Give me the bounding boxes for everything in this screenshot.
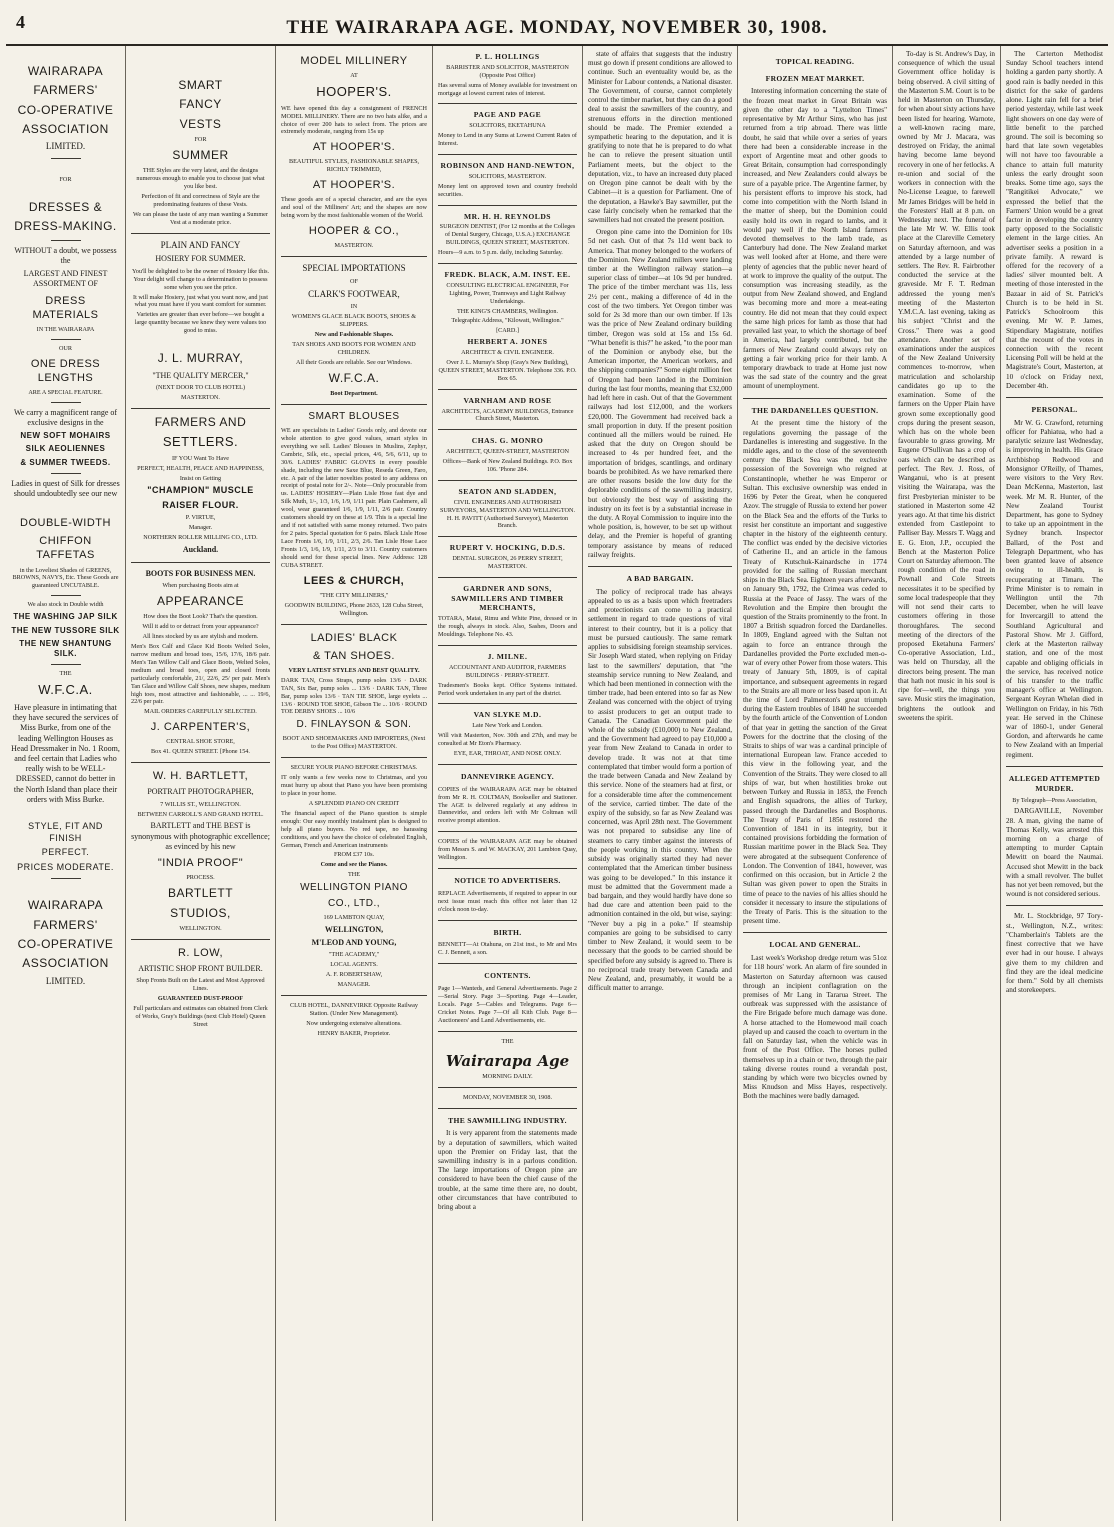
ad-text: Varieties are greater than ever before—we bought a large quantity because we knew they were values too good to miss. — [134, 311, 267, 335]
ad-text: New and Fashionable Shapes. — [314, 331, 394, 339]
contents-heading: CONTENTS. — [484, 971, 531, 981]
card-text: ARCHITECTS, ACADEMY BUILDINGS, Entrance Church Street, Masterton. — [441, 407, 574, 423]
ad-text: LOCAL AGENTS. — [330, 961, 378, 969]
card-text: Will visit Masterton, Nov. 30th and 27th, and may be consulted at Mr Eton's Pharmacy. — [438, 732, 577, 748]
ad-text: It will make Hosiery, just what you want now, and just what you must have if you want comfort for summer. — [133, 293, 268, 309]
ad-text: Will it add to or detract from your appearance? — [142, 623, 259, 630]
ad-text: THE — [59, 670, 72, 678]
card-name: MR. H. H. REYNOLDS — [463, 211, 552, 221]
column-3-ads — [276, 46, 433, 1521]
contents-list: Page 1—Wanteds, and General Advertisements. Page 2—Serial Story. Page 3—Sporting. Page 4—Leader, Locals. Page 5—Cables and Telegrams. Page 6—Cricket Notes. Page 7—Of all Kith Club. Page 8—Auctioneers' and Land Advertisements, etc. — [438, 984, 577, 1024]
ad-text: These goods are of a special character, and are the eyes and soul of the Milliners' Art; and the shapes are now being worn by the most fashionable women of the World. — [281, 196, 427, 220]
ad-text: in the Loveliest Shades of GREENS, BROWNS, NAVYS, Etc. These Goods are guaranteed UNCUTABLE. — [12, 566, 119, 590]
card-text: TOTARA, Matai, Rimu and White Pine, dressed or in the rough, always in stock. Also, Sashes, Doors and Mouldings. Telephone No. 43. — [438, 615, 577, 639]
card-text: EYE, EAR, THROAT, AND NOSE ONLY. — [453, 749, 562, 757]
notice-text: BENNETT—At Otahuna, on 21st inst., to Mr and Mrs C. J. Bennett, a son. — [438, 941, 577, 957]
columns — [6, 46, 1108, 1521]
masthead-the: THE — [501, 1037, 514, 1045]
notice-text: COPIES of the WAIRARAPA AGE may be obtained from Mr R. H. COLTMAN, Bookseller and Stationer. The AGE is delivered regularly at any address in Dannevirke, and orders left with Mr Coltman will receive prompt attention. — [438, 785, 577, 825]
ad-heading: THE NEW TUSSORE SILK — [11, 625, 120, 635]
ad-text: BETWEEN CARROLL'S AND GRAND HOTEL. — [137, 810, 264, 818]
ad-heading: CO., LTD., — [327, 898, 381, 910]
ad-heading: "INDIA PROOF" — [157, 857, 244, 870]
ad-text: WE are specialists in Ladies' Goods only, and devote our whole attention to give good values, smart styles in everything we sell. Ladies' Blouses in Muslins, Zephyr, Cambric, Silk, etc., special prices, 4/6, 5/6, 6/11, up to 30/6. LADIES' FABRIC GLOVES in every possible shade, including the new Saxe Blue, Reseda Green, Faro, etc. A pair of the latter novelties posted to any address on receipt of postal note for 2/-. Note—Only procurable from us. LADIES' HOSIERY—Plain Lisle Hose fast dye and Silk Muth, 1/-, 1/3, 1/6, 1/9, 1/11 pair. Plain Cashmere, all wool, wear guaranteed 1/6, 1/9, 1/11, 2/6 pair. Country customers should try on these at 1/9. This is a special line and if not satisfied with same money returned. Two pairs for 2 pairs. Special quotation for 6 pairs. Black Lisle Hose Lace Fronts 1/6, 1/9, 1/11, 2/3, 2/6. Tan Lisle Hose Lace Fronts 1/3, 1/6, 1/9, 1/11, 2/3 to 3/11. Country customers should send for these special lines. New Address: 128 CUBA STREET. — [281, 426, 427, 569]
ad-text: Shop Fronts Built on the Latest and Most Approved Lines. — [136, 977, 265, 993]
article-text: Interesting information concerning the state of the frozen meat market in Great Britain was given the other day to a "Lyttelton Times" representative by Mr Arthur Sims, who has just returned from a trip abroad. There was little doubt, he said that while over a series of years there had been a considerable increase in the export of Argentine meat and other goods to Great Britain, consumption had correspondingly increased, and New Zealanders could always be sure of a payable price. The Argentine farmer, by his persistent efforts to improve his stock, had come into competition with the North Island in the matter of sheep, but the Dominion could easily hold its own in regard to lambs, and it would pay well if the North Island farmers devoted themselves to the lamb trade, as Canterbury had done. The New Zealand market was well looked after at Home, and there were plenty of agencies that the public never heard of at work to improve the quality of the output. The consumption was increasing steadily, as the output from New Zealand showed, and England was becoming more and more a meat-eating country. He did not mean that they could expect the same high prices for lamb as those that had prevailed last year, to which the shortage of beef in America, had largely contributed, but the farmers of New Zealand could always rely on getting a fair working price for their lamb. A temporary drawback to trade at Home just now was the sad state of the country and the great amount of unemployment. — [743, 87, 887, 391]
ad-text: WE have opened this day a consignment of FRENCH MODEL MILLINERY. There are no two hats alike, and a choice of over 200 hats to select from. The prices are extremely moderate, ranging from 15s up — [281, 104, 427, 136]
card-text: THE KING'S CHAMBERS, Wellington. — [456, 307, 559, 315]
notice-heading: NOTICE TO ADVERTISERS. — [454, 876, 561, 886]
ad-text: How does the Boot Look? That's the question. — [143, 613, 258, 621]
ad-text: VERY LATEST STYLES AND BEST QUALITY. — [288, 666, 420, 674]
local-notes-text: The Carterton Methodist Sunday School teachers intend holding a garden party shortly. A good rain is badly needed in this district for the sake of gardens alone. Light rain fell for a brief period yesterday, while last week light showers on one day were of little benefit to the parched ground. The soil is becoming so hard that late sown vegetables will not have too favourable a chance to attain full maturity unless the early drought soon breaks. Some time ago, says the "Rangitikei Advocate," we expressed the belief that the Farmers' Union would be a great factor in developing the country party opposed to the Socialistic element in the large cities. An advertiser seeks a position in a private family. A reward is offered for the recovery of a ladies' silver mounted belt. A meeting of those interested in the Bazaar in aid of St. Patrick's Church is to be held in St. Patrick's Schoolroom this evening. Mr W. P. James, Stipendiary Magistrate, notifies that the recount of the votes in connection with the recent Licensing Poll will be held at the Magistrate's Court, Masterton, at 10 o'clock on Friday next, December 4th. — [1006, 50, 1103, 390]
card-text: Offices—Bank of New Zealand Buildings. P.O. Box 106. 'Phone 284. — [442, 458, 573, 473]
editorial-text: Oregon pine came into the Dominion for 10s 5d net cash. Out of that 7s 11d went back to America. That money belonged to the workers of the Dominion. New Zealand millers were landing timber at the Wellington railway station—a superior class of timber—at 10s 9d per hundred. The price of the timber merchant was 11s, less 2½ per cent., making a difference of 4d in the cost of the two timbers. Yet Oregon timber was sold for 2s 3d more than our own timber. If 13s was the price of New Zealand ordinary building timber, Oregon was sold at 15s and 15s 6d. "What benefit is this?" he asked, "to the poor man of the Dominion or anybody else, but the American importer, the American workers, and the shipping companies?" Some eight million feet of Oregon had been landed in the Dominion during the last four months, meaning that £32,000 had left here in cash. Out of that the Government railways had lost £12,000, and the workers £20,000. The Government had received back a small proportion in duty. If the present position continued all the millers would be ruined. He asked that the duty on Oregon should be increased to 4s per hundred feet, and the importation of bridges, scantlings, and ordinary boards be prohibited. As we have remarked there are other reasons beside the low duty for the deplorable conditions of the sawmilling industry, but obviously the best way of assisting the industry on its feet is by a substantial increase in the duty. A Royal Commission to inquire into the whole position, is, however, to be set up without delay, and the Premier is hopeful of granting temporary assistance by means of reduced railway freights. — [588, 228, 732, 559]
article-text: Last week's Workshop dredge return was 51oz for 118 hours' work. An alarm of fire sounded in Masterton on Saturday afternoon was caused through an incipient conflagration on the premises of Mr Lang in Tararua Street. The outbreak was suppressed with the assistance of the Fire Brigade before much damage was done. A horse attached to the Homewood mail coach played up and caused the coach to overturn in the fall on Saturday last, when the vehicle was in front of the Post Office. The horses pulled themselves up in a chain or two, through the pair taking diverse routes round a verandah post, standing by which were two bicycles owned by Miss Knudson and Miss Hayes, respectively. Both the machines were badly damaged. — [743, 954, 887, 1101]
article-heading: THE DARDANELLES QUESTION. — [751, 405, 879, 415]
telegraph-line: By Telegraph—Press Association, — [1012, 797, 1097, 805]
ad-org-line: ASSOCIATION — [22, 956, 109, 971]
ad-text: Manager. — [188, 524, 213, 532]
ad-text: MASTERTON. — [334, 242, 374, 250]
ad-text: SECURE YOUR PIANO BEFORE CHRISTMAS. — [290, 764, 418, 772]
ad-heading: STYLE, FIT AND FINISH — [28, 821, 103, 843]
ad-text: THE Styles are the very latest, and the designs numerous enough to enable you to choose just what you like best. — [136, 167, 265, 191]
ad-heading: AT HOOPER'S. — [312, 179, 396, 192]
ad-heading: BARTLETT — [167, 886, 234, 901]
ad-text: WITHOUT a doubt, we possess the — [14, 245, 117, 265]
ad-text: MANAGER. — [337, 981, 371, 989]
editorial-heading: A BAD BARGAIN. — [626, 574, 694, 584]
ad-heading: PERFECT. — [41, 847, 90, 858]
ad-text: GOODWIN BUILDING, Phone 2633, 128 Cuba Street, Wellington. — [284, 601, 424, 617]
ad-text: "THE CITY MILLINERS," — [319, 591, 389, 599]
ad-text: FOR — [194, 136, 207, 144]
editorial-heading: THE SAWMILLING INDUSTRY. — [448, 1115, 567, 1125]
ad-heading: HOOPER & CO., — [308, 225, 400, 238]
ad-heading: SETTLERS. — [162, 434, 239, 450]
ad-heading: FANCY — [179, 97, 222, 112]
card-text: Late New York and London. — [472, 722, 543, 730]
card-name: GARDNER AND SONS, SAWMILLERS AND TIMBER MERCHANTS, — [451, 584, 564, 613]
ad-heading: DRESSES & — [28, 199, 103, 214]
ad-text: MAIL ORDERS CAREFULLY SELECTED. — [144, 708, 257, 716]
page-number: 4 — [16, 12, 25, 32]
ad-text: IN THE WAIRARAPA — [36, 325, 95, 333]
ad-text: "THE QUALITY MERCER," — [152, 370, 249, 380]
ad-heading: PLAIN AND FANCY — [160, 239, 241, 250]
ad-text: WELLINGTON, — [324, 924, 384, 934]
column-1-wfca-ad — [6, 46, 126, 1521]
ad-text: PROCESS. — [186, 874, 215, 882]
ad-text: IT only wants a few weeks now to Christmas, and you must hurry up about that Piano you have been promising to place in your home. — [281, 774, 427, 797]
ad-text: NORTHERN ROLLER MILLING CO., LTD. — [143, 534, 258, 542]
card-text: Hours—9 a.m. to 5 p.m. daily, including Saturday. — [438, 249, 563, 257]
column-4-cards-editorial — [433, 46, 583, 1521]
ad-heading: W.F.C.A. — [328, 370, 380, 385]
card-text: Tradesmen's Books kept. Office Systems initiated. Period work undertaken in any part of the district. — [438, 681, 577, 697]
ad-heading: DRESS MATERIALS — [32, 294, 99, 321]
paper-nameplate: Wairarapa Age — [445, 1051, 570, 1070]
ad-org-line: ASSOCIATION — [22, 122, 109, 137]
editorial-text: The policy of reciprocal trade has always appealed to us as a basis upon which freetraders and protectionists can come to a practical settlement in regard to trade questions of vital interest to their country, but it is a policy that must be pursued cautiously. The same remark applies to subsidising foreign steamship services. Sir Joseph Ward stated, when replying on Friday last to the sawmillers' deputation, that "the steamship service running to New Zealand, and which had been mentioned in connection with the timber trade, had been entered into so far as New Zealand was concerned with the object of trying to assist producers to get an output trade to Canada. The Canadian Government paid the whole of the subsidy (£10,000) to New Zealand, and the Government had agreed to pay £10,000 a year from New Zealand to Canada in order to develop trade. It was not at that time contemplated that timber would form a portion of the trade between Canada and New Zealand by this service. None of the steamers had at first, or for a considerable time after the commencement of the service, carried timber. The date of the expiry of the subsidy, so far as New Zealand was concerned, was April 28th next. The Government was not prepared to subsidise any line of steamers to carry timber against the interests of the people working in this country. When the subsidy was originally started they had never contemplated that the American timber business was going to be developed." In this instance it must be admitted that the Government made a bad bargain, and they would hardly have done so had due care and attention been paid to the admonition contained in the old, but wise, saying: "Never buy a pig in a poke." If steamship companies are going to be subsidised to carry timber to New Zealand, it would seem to be necessary that the goods to be carried should be specified before any subsidy is agreed to. There is no reciprocal trade treaty between Canada and New Zealand, and, presumably, it would be a difficult matter to arrange. — [588, 587, 732, 993]
card-name: RUPERT V. HOCKING, D.D.S. — [449, 543, 566, 553]
ad-text: WELLINGTON. — [179, 924, 222, 932]
card-text: SOLICITORS, MASTERTON. — [468, 172, 547, 180]
ad-heading: THE WASHING JAP SILK — [13, 612, 118, 622]
ad-org-line: LIMITED. — [45, 141, 86, 152]
ad-text: You'll be delighted to be the owner of Hosiery like this. Your delight will change to a determination to possess some when you see the price. — [131, 267, 270, 291]
ad-heading: MODEL MILLINERY — [300, 55, 408, 67]
column-6-topical — [738, 46, 893, 1521]
card-text: ARCHITECT & CIVIL ENGINEER. — [461, 349, 554, 357]
editorial-text: state of affairs that suggests that the industry must go down if present conditions are allowed to continue. Such an eventuality would be, as the Minister for Labour contends, a National disaster. The Government, of course, cannot completely control the timber market, but they can do a good deal to assist the sawmillers of the country, and strenuous efforts in the direction mentioned should be made. The Premier extended a sympathetic hearing to the deputation, and it is gratifying to note that he is prepared to do what he can to relieve the present situation until Parliament meets, but the object to the deputation, viz., to have an increased duty placed on Oregon pine cannot be dealt with by the Cabinet—it is a question for Parliament. One of the deputation, a Hawke's Bay sawmiller, put the case fairly concisely when he remarked that the sawmillers had not created the present position. — [588, 50, 732, 224]
ad-text: IF YOU Want To Have — [171, 454, 230, 462]
ad-heading: D. FINLAYSON & SON. — [296, 719, 412, 731]
ad-text: GUARANTEED DUST-PROOF — [157, 995, 244, 1003]
ad-heading: WELLINGTON PIANO — [300, 882, 408, 894]
ad-text: OUR — [58, 344, 73, 352]
card-name: P. L. HOLLINGS — [475, 52, 540, 61]
ad-heading: W. H. BARTLETT, — [152, 770, 249, 783]
ad-heading: LADIES' BLACK — [310, 631, 398, 644]
ad-heading: & SUMMER TWEEDS. — [20, 457, 111, 467]
section-heading: LOCAL AND GENERAL. — [769, 940, 861, 950]
ad-heading: SUMMER — [172, 148, 229, 163]
issue-date: MONDAY, NOVEMBER 30, 1908. — [462, 1093, 553, 1101]
ad-heading: "CHAMPION" MUSCLE — [147, 485, 254, 496]
card-text: CONSULTING ELECTRICAL ENGINEER, For Lighting, Power, Tramways and Light Railway Undertakings. — [446, 281, 569, 305]
ad-org-line: FARMERS' — [33, 917, 98, 932]
ad-text: TAN SHOES AND BOOTS FOR WOMEN AND CHILDREN. — [292, 340, 416, 356]
personal-text: Mr W. G. Crawford, returning officer for Pahiatua, who had a paralytic seizure last Wednesday, is improving in health. His Grace Archbishop Redwood and Monsignor O'Reilly, of Thames, were visitors to the Very Rev. Dean McKenna, Masterton, last week. Mr M. R. Hunter, of the New Zealand Tourist Department, has gone to Sydney to take up an appointment in the Sydney branch. Inspector Ballard, of the Post and Telegraph Department, who has been granted leave of absence owing to ill-health, is recuperating at Timaru. The Prime Minister is to remain in Wellington until the 7th December, when he will leave for Invercargill to attend the Southland Agricultural and Pastoral Show. Mr J. Gifford, clerk at the Masterton railway station, and one of the most capable and obliging officials in the service, has received notice of his transfer to the traffic manager's office at Wellington. Sergeant Keyran Whelan died in Wellington on Friday, in his 76th year. He served in the Chinese war of 1860-1, under General Gordon, and afterwards he came to New Zealand with an Imperial regiment. — [1006, 418, 1103, 759]
card-label: [CARD.] — [496, 327, 519, 335]
ad-text: Box 41. QUEEN STREET. [Phone 154. — [151, 748, 250, 756]
masthead-subtitle: MORNING DAILY. — [482, 1072, 533, 1080]
ad-heading: W.F.C.A. — [38, 682, 93, 698]
card-text: BARRISTER AND SOLICITOR, MASTERTON (Opposite Post Office) — [446, 63, 569, 79]
ad-heading: DRESS-MAKING. — [14, 219, 117, 234]
card-text: SOLICITORS, EKETAHUNA — [469, 122, 546, 130]
ad-text: Now undergoing extensive alterations. — [306, 1019, 402, 1027]
card-text: ARCHITECT, QUEEN-STREET, MASTERTON — [445, 448, 570, 456]
ad-text: 7 WILLIS ST., WELLINGTON. — [160, 800, 241, 808]
ad-heading: APPEARANCE — [156, 593, 245, 608]
section-heading: TOPICAL READING. — [775, 57, 855, 66]
ad-heading: SMART BLOUSES — [308, 411, 400, 423]
notice-text: REPLACE Advertisements, if required to appear in our next issue must reach this office not later than 12 o'clock noon to-day. — [438, 889, 577, 913]
ad-text: ARTISTIC SHOP FRONT BUILDER. — [138, 963, 263, 973]
article-heading: FROZEN MEAT MARKET. — [765, 73, 865, 83]
ad-org-line: WAIRARAPA — [27, 64, 104, 78]
ad-text: PERFECT, HEALTH, PEACE AND HAPPINESS, — [137, 464, 264, 472]
ad-text: P. VIRTUE, — [185, 514, 216, 522]
article-text: DARGAVILLE, November 28. A man, giving the name of Thomas Kelly, was arrested this morning on a charge of attempting to murder Captain Mewitt on board the Naumai. Accused shot Mewitt in the back with a small revolver. The bullet has not yet been removed, but the wound is not considered serious. — [1006, 807, 1103, 899]
ad-text: Boot Department. — [330, 390, 378, 398]
card-text: Money lent on approved town and country freehold securities. — [438, 182, 577, 198]
ad-heading: AT HOOPER'S. — [312, 141, 396, 154]
local-notes-text: To-day is St. Andrew's Day, in consequence of which the usual Government office holiday is being observed. A civil sitting of the Masterton S.M. Court is to be held in Masterton on Thursday, for when about sixty actions have been listed for hearing. Warnote, a well-known racing mare, owned by Mr J. Macara, was destroyed on Friday, the animal having become lame beyond recovery in one of her fetlocks. A re-union and social of the workers in connection with the No-License League, to farewell Mr James Bridges will be held in the Foresters' Hall at 8 p.m. on Wednesday next. The funeral of the late Mr W. W. Ellis took place at the Clareville Cemetery on Saturday afternoon, and was attended by a large number of settlers. The Rev. R. Fairbrother conducted the service at the graveside. Mr F. T. Redman addressed the young men's meeting of the Masterton Y.M.C.A. last evening, taking as his subject "Christ and the Cross." There was a good attendance. Another set of examinations under the auspices of the New Zealand University commences to-morrow, when matriculation and scholarship candidates go up to the examination. Some of the farmers on the Upper Plain have grown some exceptionally good crops during the present season, which has on the whole been favourable to grass growing. Mr Eugene O'Sullivan has a crop of oats which can be described as perfect. The Rev. J. Ross, of Wanganui, who is at present visiting the Wairarapa, was the first Presbyterian minister to be stationed in Masterton some 42 years ago. At that time his district extended from Castlepoint to Palliser Bay. Messrs T. Wagg and E. G. Eton, J.P., occupied the Bench at the Masterton Police Court on Saturday afternoon. The rough condition of the road in Pownall and Cole Streets necessitates it to be specified by some local tradespeople that they will not send their carts to customers offering in those thoroughfares. The second meeting of the directors of the proposed Eketahuna Farmers' Co-operative Association, Ltd., was held on Thursday, all the directors being present. The man that hath not music in his soul is ripe for—well, the things you save. Music stirs the imagination, brightens the outlook and sweetens the spirit. — [898, 50, 995, 722]
ad-org-line: CO-OPERATIVE — [17, 102, 114, 117]
ad-heading: HOOPER'S. — [316, 84, 392, 100]
ad-heading: DOUBLE-WIDTH — [20, 517, 111, 530]
column-2-ads — [126, 46, 276, 1521]
ad-text: MASTERTON. — [181, 393, 220, 401]
ad-text: We can please the taste of any man wanting a Summer Vest at a moderate price. — [133, 211, 268, 226]
ad-heading: CLARK'S FOOTWEAR, — [308, 288, 400, 299]
ad-text: Come and see the Pianos. — [320, 861, 388, 869]
ad-text: PORTRAIT PHOTOGRAPHER, — [147, 787, 254, 797]
ad-org-line: FARMERS' — [33, 83, 98, 98]
card-name: VAN SLYKE M.D. — [473, 710, 542, 720]
card-text: Has several sums of Money available for investment on mortgage at lowest current rates of interest. — [438, 81, 577, 97]
ad-heading: BOOTS FOR BUSINESS MEN. — [145, 568, 256, 578]
ad-text: HENRY BAKER, Proprietor. — [317, 1029, 391, 1037]
article-heading: ALLEGED ATTEMPTED MURDER. — [1008, 773, 1101, 793]
ad-text: Auckland. — [182, 545, 219, 555]
ad-text: Have pleasure in intimating that they have secured the services of Miss Burke, from one of the leading Wellington Houses as Head Dressmaker in No. 1 Room, and feel certain that Ladies who really wish to be WELL-DRESSED, cannot do better in the North Island than place their orders with Miss Burke. — [11, 702, 120, 804]
ad-heading: RAISER FLOUR. — [162, 499, 239, 510]
ad-heading: HOSIERY FOR SUMMER. — [155, 254, 246, 264]
card-text: Over J. L. Murray's Shop (Gray's New Building), QUEEN STREET, MASTERTON. Telephone 336. P.O. Box 65. — [438, 359, 577, 382]
ad-text: WOMEN'S GLACE BLACK BOOTS, SHOES & SLIPPERS. — [291, 313, 417, 329]
card-name: SEATON AND SLADDEN, — [458, 486, 557, 496]
card-name: CHAS. G. MONRO — [471, 436, 544, 446]
article-text: At the present time the history of the regulations governing the passage of the Dardanelles is interesting and suggestive. In the middle ages, and to the close of the seventeenth century the Black Sea was the exclusive possession of the Sovereign who reigned at Constantinople, whether he was Emperor or Sultan. This exclusive ownership was ended in 1696 by Peter the Great, when he conquered Azov. The struggle of Russia to extend her power on the Black Sea and the efforts of the Turks to resist her constitute an important and suggestive chapter in the history of the eighteenth century. The conflict was ended by the decisive victories of Catherine II., and an article in the famous Treaty of Kutschuk-Kainardsche in 1774 provided for the sailing of Russian merchant ships in the Black Sea. Eighteen years afterwards, on January 9th, 1792, the Crimea was ceded to Russia at the Peace of Jassy. The wars of the Revolution and the Empire then brought the question of the Straits prominently to the front. In 1807 a British squadron forced the Dardanelles. In 1809, England agreed with the Sultan not again to force an entrance through the Dardanelles provided the Porte excluded men-o-war of every other Power from those waters. This treaty of January 5th, 1809, is of capital importance, and subsequent agreements in regard to the Straits are all more or less based upon it. At the time of Lord Palmerston's great triumph during the Eastern troubles of 1840 he succeeded by the fourth article of the Convention of London of that year in getting the sanction of the Great Powers for the doctrine that the closing of the Straits to ships of war was a cardinal principle of international European law. France acceded to this view in the following year, and the Convention of the Straits. They were closed to all ships of war, but when hostilities broke out between Turkey and Russia in 1853, the French and English squadrons, the allies of Turkey, passed through the Dardanelles and Bosphorus. The Treaty of Paris of 1856 restored the Convention of 1841 in its integrity, but it contained provisions forbidding the formation of Russian maritime power in the Black Sea. They were abrogated at the subsequent Conference of London. The Convention of 1841, however, was confirmed on this occasion, but in Article 2 the Sultan was given power to open the Straits in time of peace to the navies of his allies should he consider it necessary to insure the stipulations of the Treaty of Paris. This is the situation to the present time. — [743, 419, 887, 926]
ad-text: Ladies in quest of Silk for dresses should undoubtedly see our new — [11, 478, 120, 499]
ad-heading: NEW SOFT MOHAIRS — [20, 431, 111, 441]
ad-text: AT — [350, 72, 358, 80]
ad-heading: STUDIOS, — [170, 905, 231, 920]
ad-text: 169 LAMBTON QUAY, — [323, 913, 385, 921]
ad-text: We also stock in Double width — [27, 601, 104, 609]
ad-text: Men's Box Calf and Glace Kid Boots Welted Soles, narrow medium and broad toes, 15/6, 17/6, 18/6 pair. Men's Tan Willow Calf and Glace Boots, Welted Soles, medium and broad toes, open and closed fronts particularly comfortable, 21/, 22/6, 25/ per pair. Men's Tan Glace and Willow Calf Shoes, new shapes, medium high toes, most attractive and fashionable, ... ... 19/6, 22/6 per pair. — [131, 642, 270, 706]
section-heading: PERSONAL. — [1031, 405, 1078, 415]
column-5-editorial — [583, 46, 738, 1521]
ad-heading: & TAN SHOES. — [312, 649, 395, 662]
ad-heading: THE NEW SHANTUNG SILK. — [19, 638, 112, 658]
ad-text: IN — [350, 303, 358, 311]
ad-org-line: WAIRARAPA — [27, 898, 104, 913]
ad-text: BARTLETT and THE BEST is synonymous with photographic excellence; as evinced by his new — [131, 821, 270, 851]
ad-text: "THE ACADEMY," — [328, 951, 380, 959]
card-name: HERBERT A. JONES — [467, 337, 548, 347]
ad-heading: LEES & CHURCH, — [303, 574, 405, 587]
ad-text: BEAUTIFUL STYLES, FASHIONABLE SHAPES, RICHLY TRIMMED, — [288, 158, 420, 174]
ad-text: All their Goods are reliable. See our Windows. — [296, 358, 412, 366]
advert-text: Mr. L. Stockbridge, 97 Tory-st., Wellington, N.Z., writes: "Chamberlain's Tablets are the finest corrective that we have ever had in our house. I always give them to my children and find they are the ideal medicine for them." Sold by all chemists and storekeepers. — [1006, 912, 1103, 995]
ad-org-line: LIMITED. — [45, 975, 86, 986]
ad-text: A SPLENDID PIANO ON CREDIT — [308, 799, 400, 807]
ad-text: CENTRAL SHOE STORE, — [166, 738, 235, 746]
ad-text: LARGEST AND FINEST ASSORTMENT OF — [23, 269, 108, 289]
ad-text: FOR — [59, 175, 72, 183]
ad-text: BOOT AND SHOEMAKERS AND IMPORTERS, (Next to the Post Office) MASTERTON. — [282, 735, 426, 751]
card-name: FREDK. BLACK, A.M. INST. EE. — [444, 270, 571, 279]
card-text: SURGEON DENTIST, (For 12 months at the Colleges of Dental Surgery, Chicago, U.S.A.) EXCHANGE BUILDINGS, QUEEN STREET, MASTERTON. — [439, 223, 576, 247]
ad-heading: J. L. MURRAY, — [157, 351, 244, 366]
ad-text: All lines stocked by us are stylish and modern. — [142, 632, 259, 640]
ad-text: Full particulars and estimates can obtained from Clerk of Works, Gray's Buildings (next Club Hotel) Queen Street — [133, 1004, 268, 1028]
editorial-text: It is very apparent from the statements made by a deputation of sawmillers, which waited upon the Premier on Friday last, that the sawmilling industry is in a parlous condition. The large importations of Oregon pine are considered to have been the chief cause of the trouble, at the same time there are, no doubt, other circumstances that have contributed to bring about a — [438, 1129, 577, 1212]
ad-text: ARE A SPECIAL FEATURE. — [28, 388, 103, 396]
card-text: DENTAL SURGEON, 26 PERRY STREET, MASTERTON. — [452, 555, 563, 571]
ad-text: (NEXT DOOR TO CLUB HOTEL) — [155, 383, 246, 391]
ad-heading: SPECIAL IMPORTATIONS — [302, 263, 406, 274]
ad-heading: CHIFFON TAFFETAS — [36, 535, 95, 562]
ad-heading: R. LOW, — [177, 946, 224, 959]
card-name: VARNHAM AND ROSE — [463, 395, 552, 405]
ad-text: The financial aspect of the Piano question is simple enough: Our easy monthly instalment plan is designed to help all piano buyers. No red tape, no harassing conditions, and you have the choice of celebrated English, German, French and American instruments — [281, 809, 427, 849]
notice-heading: DANNEVIRKE AGENCY. — [461, 771, 554, 781]
ad-heading: ONE DRESS LENGTHS — [30, 357, 101, 384]
card-name: ROBINSON AND HAND-NEWTON, — [440, 161, 575, 170]
ad-heading: FARMERS AND — [154, 414, 247, 429]
ad-heading: SILK AEOLIENNES — [25, 444, 106, 454]
ad-text: M'LEOD AND YOUNG, — [311, 938, 397, 948]
card-text: CIVIL ENGINEERS AND AUTHORISED SURVEYORS, MASTERTON AND WELLINGTON. H. H. PAVITT (Authorised Surveyor), Masterton Branch. — [439, 498, 576, 530]
ad-text: OF — [350, 277, 358, 285]
card-text: Telegraphic Address, "Kilowatt, Wellington." — [451, 317, 564, 325]
ad-heading: PRICES MODERATE. — [17, 861, 114, 872]
ad-text: We carry a magnificent range of exclusive designs in the — [13, 407, 118, 427]
ad-text: When purchasing Boots aim at — [162, 581, 239, 589]
ad-text: DARK TAN, Cross Straps, pump soles 13/6 · DARK TAN, Six Bar, pump soles ... 13/6 · DARK TAN, Three Bar, pump soles 13/6 · TAN TIE SHOE, large eyelets ... 13/6 · ROUND TOE SHOE, Gibson Tie ... 10/6 · ROUND TOE DERBY SHOES ... 10/6 — [281, 676, 427, 716]
ad-org-line: CO-OPERATIVE — [17, 936, 114, 951]
card-name: PAGE AND PAGE — [473, 110, 542, 120]
ad-text: THE — [347, 871, 361, 879]
notice-text: COPIES of the WAIRARAPA AGE may be obtained from Messrs S. and W. MACKAY, 201 Lambton Quay, Wellington. — [438, 838, 577, 862]
ad-heading: J. CARPENTER'S, — [150, 721, 251, 734]
notice-heading: BIRTH. — [493, 927, 522, 937]
ad-heading: VESTS — [179, 116, 222, 131]
ad-text: FROM £37 10s. — [333, 851, 375, 859]
column-8-local-personal — [1001, 46, 1108, 1521]
card-text: Money to Lend in any Sums at Lowest Current Rates of Interest. — [438, 132, 577, 148]
ad-text: Perfection of fit and correctness of Style are the predominating features of these Vests. — [141, 193, 260, 209]
ad-text: Insist on Getting — [179, 474, 222, 482]
card-text: ACCOUNTANT AND AUDITOR, FARMERS BUILDINGS · PERRY-STREET. — [448, 663, 567, 679]
ad-text: CLUB HOTEL, DANNEVIRKE Opposite Railway Station. (Under New Management). — [289, 1002, 419, 1017]
masthead — [6, 0, 1108, 46]
column-7-local-notes — [893, 46, 1001, 1521]
newspaper-title: THE WAIRARAPA AGE. MONDAY, NOVEMBER 30, 1908. — [286, 17, 828, 38]
card-name: J. MILNE. — [487, 651, 528, 661]
ad-text: A. F. ROBERTSHAW, — [325, 971, 383, 979]
ad-heading: SMART — [178, 78, 223, 92]
